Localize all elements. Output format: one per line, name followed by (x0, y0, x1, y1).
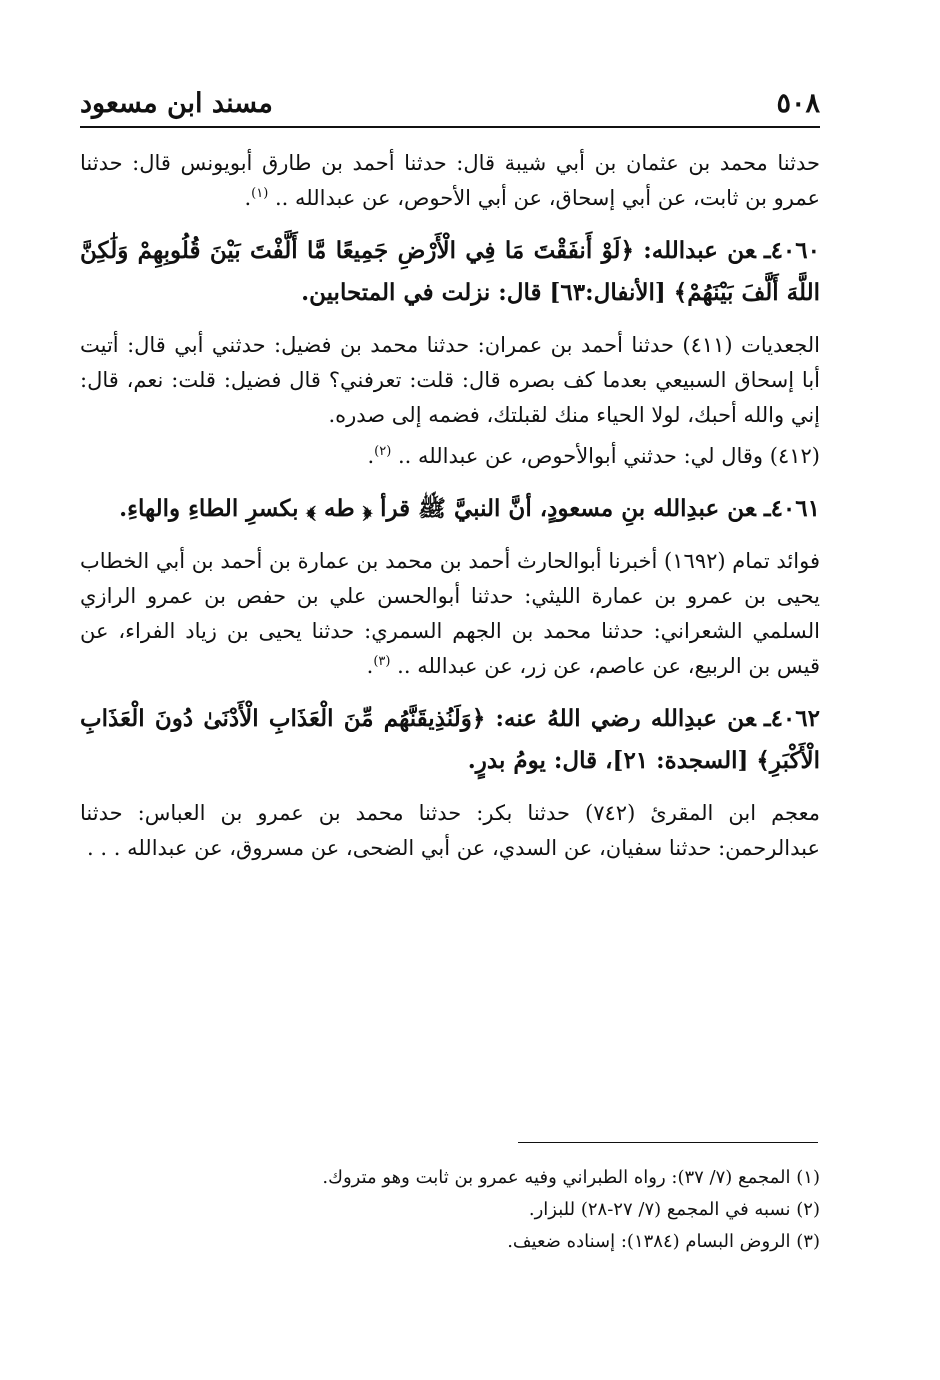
paragraph-isnad-2: (٤١٢) وقال لي: حدثني أبوالأحوص، عن عبدالله .. $^{(٢)}$. (367, 444, 820, 468)
hadith-number: ٤٠٦٢ـ (763, 705, 820, 732)
footnote-separator (518, 1142, 818, 1143)
paragraph-text: الجعديات (٤١١) حدثنا أحمد بن عمران: حدثنا محمد بن فضيل: حدثني أبي قال: أتيت أبا إسحاق السبيعي بعدما كف بصره قال: قلت: تعرفني؟ قال فضيل: قلت: نعم، قال: إني والله أحبك، لولا الحياء منك لقبلتك، فضمه إلى صدره. (80, 333, 820, 427)
hadith-text: عن عبدِالله بنِ مسعودٍ، أنَّ النبيَّ ﷺ قرأ ﴿ طه ﴾ بكسرِ الطاءِ والهاءِ. (119, 495, 756, 522)
footnote-ref: (١) (251, 186, 269, 201)
hadith-text: عن عبدِالله رضي اللهُ عنه: ﴿وَلَنُذِيقَنَّهُم مِّنَ الْعَذَابِ الْأَدْنَىٰ دُونَ الْعَذَابِ الْأَكْبَرِ﴾ [السجدة: ٢١]، قال: يومُ بدرٍ. (80, 705, 820, 774)
page-body (80, 146, 820, 880)
footnote-ref: (٢) (374, 444, 392, 459)
paragraph-isnad-1: حدثنا محمد بن عثمان بن أبي شيبة قال: حدثنا أحمد بن طارق أبويونس قال: حدثنا عمرو بن ثابت، عن أبي إسحاق، عن أبي الأحوص، عن عبدالله .. $^{(١)}$. (80, 151, 820, 210)
hadith-number: ٤٠٦١ـ (763, 495, 820, 522)
hadith-4060 (80, 230, 820, 314)
page-header (80, 88, 820, 128)
hadith-text: عن عبدالله: ﴿لَوْ أَنفَقْتَ مَا فِي الْأَرْضِ جَمِيعًا مَّا أَلَّفْتَ بَيْنَ قُلُوبِهِمْ وَلَٰكِنَّ اللَّهَ أَلَّفَ بَيْنَهُمْ﴾ [الأنفال:٦٣] قال: نزلت في المتحابين. (80, 237, 820, 306)
paragraph-fawaid-tammam: فوائد تمام (١٦٩٢) أخبرنا أبوالحارث أحمد بن محمد بن عمارة بن أحمد بن أبي الخطاب يحيى بن عمرو بن عمارة الليثي: حدثنا أبوالحسن علي بن حفص بن عمرو الرازي السلمي الشعراني: حدثنا محمد بن الجهم السمري: حدثنا يحيى بن زياد الفراء، عن قيس بن الربيع، عن عاصم، عن زر، عن عبدالله .. $^{(٣)}$. (80, 549, 820, 678)
hadith-number: ٤٠٦٠ـ (763, 237, 820, 264)
paragraph-text: معجم ابن المقرئ (٧٤٢) حدثنا بكر: حدثنا محمد بن عمرو بن العباس: حدثنا عبدالرحمن: حدثنا سفيان، عن السدي، عن أبي الضحى، عن مسروق، عن عبدالله . . . (80, 801, 820, 860)
hadith-4061 (80, 488, 820, 530)
hadith-4062 (80, 698, 820, 782)
footnotes (80, 1162, 820, 1258)
header-rule (80, 126, 820, 128)
paragraph-text: فوائد تمام (١٦٩٢) أخبرنا أبوالحارث أحمد بن محمد بن عمارة بن أحمد بن أبي الخطاب يحيى بن عمرو بن عمارة الليثي: حدثنا أبوالحسن علي بن حفص بن عمرو الرازي السلمي الشعراني: حدثنا محمد بن الجهم السمري: حدثنا يحيى بن زياد الفراء، عن قيس بن الربيع، عن عاصم، عن زر، عن عبدالله .. (80, 549, 820, 678)
page-number: ٥٠٨ (776, 88, 820, 119)
running-title: مسند ابن مسعود (80, 88, 273, 119)
footnote-3: (٣) الروض البسام (١٣٨٤): إسناده ضعيف. (507, 1231, 820, 1252)
footnote-2: (٢) نسبه في المجمع (٧/ ٢٧-٢٨) للبزار. (528, 1199, 820, 1220)
paragraph-jaadiyat (80, 328, 820, 433)
footnote-1: (١) المجمع (٧/ ٣٧): رواه الطبراني وفيه عمرو بن ثابت وهو متروك. (322, 1167, 820, 1188)
footnote-ref: (٣) (373, 654, 391, 669)
paragraph-text: (٤١٢) وقال لي: حدثني أبوالأحوص، عن عبدالله .. (397, 444, 820, 468)
paragraph-mujam-ibn-muqri (80, 796, 820, 866)
paragraph-text: حدثنا محمد بن عثمان بن أبي شيبة قال: حدثنا أحمد بن طارق أبويونس قال: حدثنا عمرو بن ثابت، عن أبي إسحاق، عن أبي الأحوص، عن عبدالله .. (80, 151, 820, 210)
